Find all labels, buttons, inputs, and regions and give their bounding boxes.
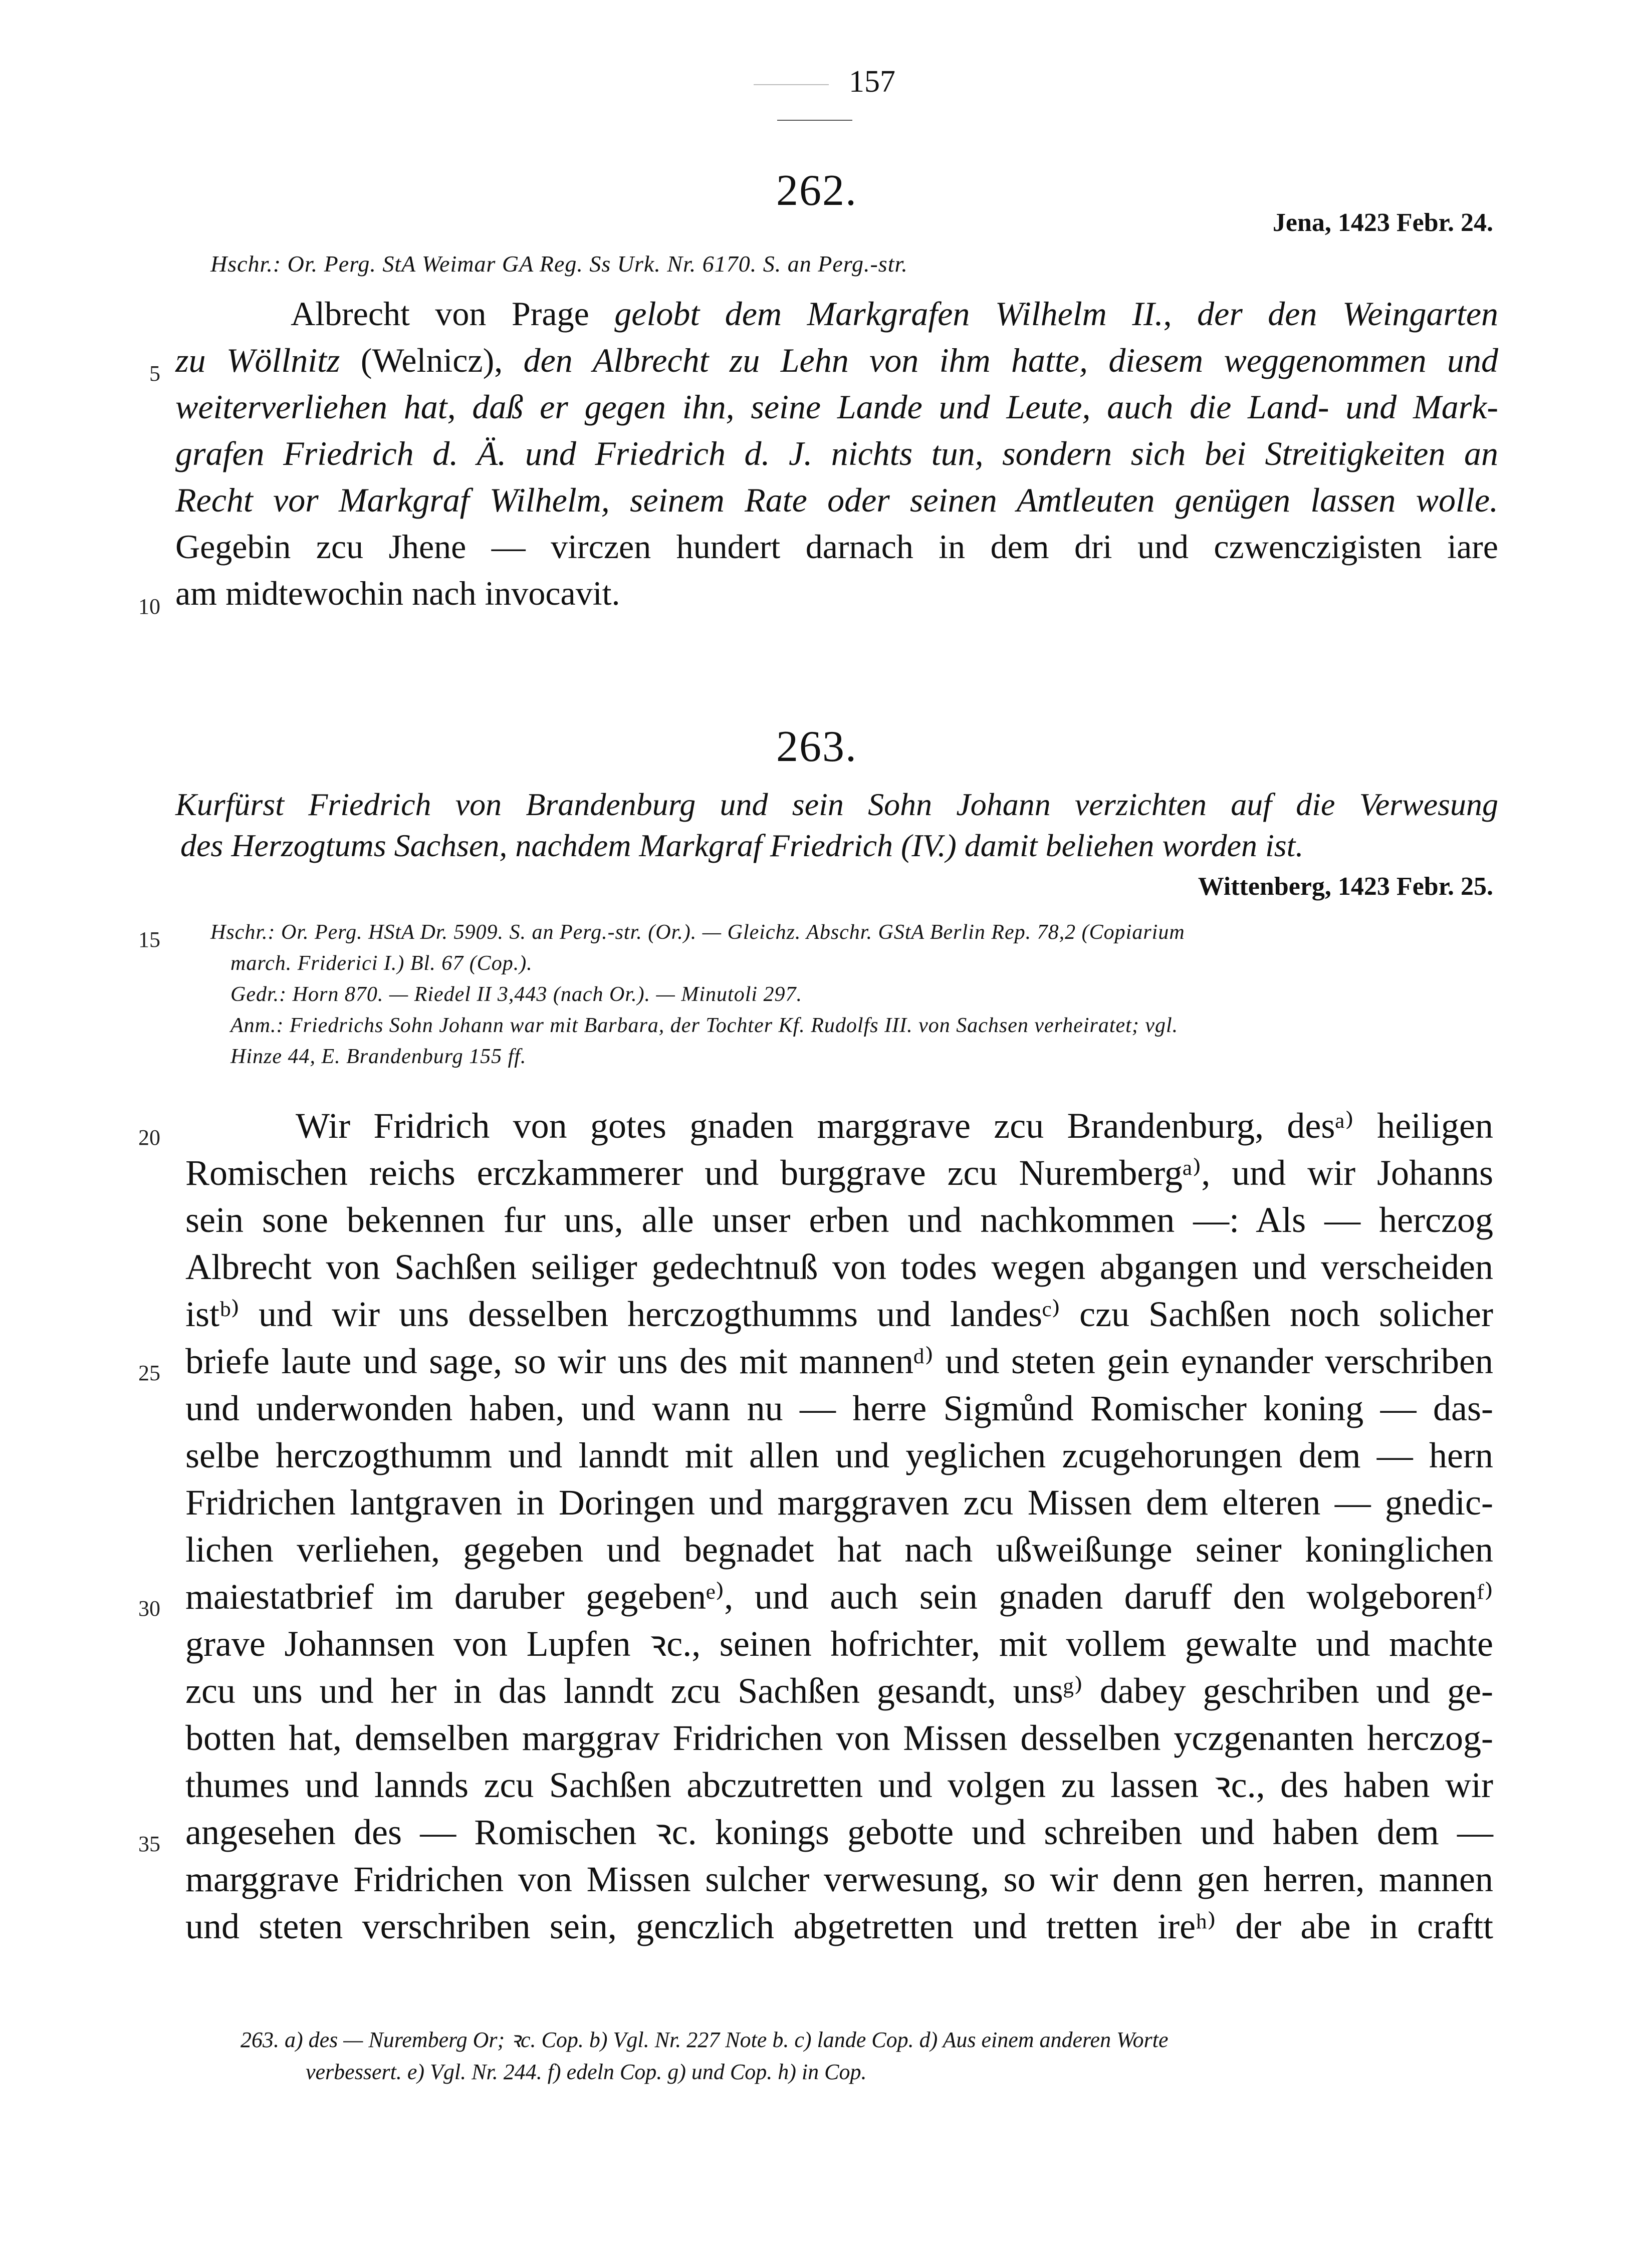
document-number-262: 262.: [776, 166, 857, 215]
text-segment: Recht vor Markgraf Wilhelm, seinem Rate oder seinen Amtleuten genügen lassen wolle.: [175, 481, 1498, 519]
notes-263: [210, 917, 1503, 1072]
text-line: thumes und lannds zcu Sachßen abczutretten und volgen zu lassen ꝛc., des haben wir: [185, 1765, 1493, 1805]
note-line: Hschr.: Or. Perg. HStA Dr. 5909. S. an Perg.-str. (Or.). — Gleichz. Abschr. GStA Berlin Rep. 78,2 (Copiarium: [210, 921, 1185, 944]
text-line: und steten verschriben sein, genczlich abgetretten und tretten ireʰ⁾ der abe in craftt: [185, 1906, 1493, 1946]
source-line-262: Hschr.: Or. Perg. StA Weimar GA Reg. Ss Urk. Nr. 6170. S. an Perg.-str.: [210, 251, 908, 277]
text-segment: den Albrecht zu Lehn von ihm hatte, diesem weggenommen und: [523, 341, 1498, 379]
text-line: [175, 477, 1498, 524]
text-segment: (Welnicz),: [360, 341, 524, 379]
regest-line: des Herzogtums Sachsen, nachdem Markgraf Friedrich (IV.) damit beliehen worden ist.: [180, 828, 1304, 863]
text-line: lichen verliehen, gegeben und begnadet hat nach ußweißunge seiner koninglichen: [185, 1530, 1493, 1570]
text-line: grave Johannsen von Lupfen ꝛc., seinen hofrichter, mit vollem gewalte und machte: [185, 1624, 1493, 1664]
text-segment: grafen Friedrich d. Ä. und Friedrich d. J. nichts tun, sondern sich bei Streitigkeiten an: [175, 434, 1498, 472]
text-segment: Albrecht von Prage: [291, 295, 615, 333]
page-number: [722, 64, 907, 135]
text-line: marggrave Fridrichen von Missen sulcher verwesung, so wir denn gen herren, mannen: [185, 1859, 1493, 1899]
line-number: 25: [138, 1361, 160, 1385]
text-segment: der den Weingarten: [1197, 295, 1499, 333]
line-number: 5: [149, 361, 160, 386]
text-line: botten hat, demselben marggrav Fridrichen von Missen desselben yczgenanten herczog-: [185, 1718, 1493, 1758]
text-segment: am midtewochin nach invocavit.: [175, 574, 620, 612]
header-rule-left: [754, 84, 829, 85]
text-line: Romischen reichs erczkammerer und burggrave zcu Nurembergᵃ⁾, und wir Johanns: [185, 1153, 1493, 1193]
text-line: Wir Fridrich von gotes gnaden marggrave zcu Brandenburg, desᵃ⁾ heiligen: [296, 1106, 1493, 1146]
line-number: 10: [138, 594, 160, 619]
line-number: 20: [138, 1125, 160, 1150]
text-line: [175, 384, 1498, 430]
text-segment: ,: [1163, 295, 1198, 333]
text-line: istᵇ⁾ und wir uns desselben herczogthumms und landesᶜ⁾ czu Sachßen noch solicher: [185, 1294, 1493, 1334]
text-line: sein sone bekennen fur uns, alle unser erben und nachkommen —: Als — herczog: [185, 1200, 1493, 1240]
document-number-263: 263.: [776, 722, 857, 771]
note-line: march. Friderici I.) Bl. 67 (Cop.).: [230, 952, 533, 975]
date-line-262: Jena, 1423 Febr. 24.: [1272, 208, 1493, 237]
regest-263: [175, 784, 1498, 866]
note-line: Anm.: Friedrichs Sohn Johann war mit Barbara, der Tochter Kf. Rudolfs III. von Sachsen verheiratet; vgl.: [230, 1014, 1179, 1037]
text-line: [175, 291, 1498, 337]
text-line: angesehen des — Romischen ꝛc. konings gebotte und schreiben und haben dem —: [185, 1812, 1493, 1852]
line-number: 35: [138, 1832, 160, 1856]
note-line: Hinze 44, E. Brandenburg 155 ff.: [230, 1045, 527, 1068]
text-segment: zu Wöllnitz: [175, 341, 361, 379]
text-line: [175, 430, 1498, 477]
text-line: und underwonden haben, und wann nu — herre Sigmůnd Romischer koning — das-: [185, 1388, 1493, 1428]
text-segment: weiterverliehen hat, daß er gegen ihn, seine Lande und Leute, auch die Land- und Mark-: [175, 388, 1498, 426]
text-line: selbe herczogthumm und lanndt mit allen und yeglichen zcugehorungen dem — hern: [185, 1435, 1493, 1475]
text-segment: gelobt dem Markgrafen Wilhelm II.: [614, 295, 1163, 333]
text-line: maiestatbrief im daruber gegebenᵉ⁾, und auch sein gnaden daruff den wolgeborenᶠ⁾: [185, 1577, 1493, 1617]
footnote-line: 263. a) des — Nuremberg Or; ꝛc. Cop. b) Vgl. Nr. 227 Note b. c) lande Cop. d) Aus einem anderen Worte: [241, 2028, 1169, 2052]
header-rule-right: [777, 120, 852, 121]
text-line: zcu uns und her in das lanndt zcu Sachßen gesandt, unsᵍ⁾ dabey geschriben und ge-: [185, 1671, 1493, 1711]
document-263-text: [185, 1102, 1493, 1950]
footnotes-263: [241, 2024, 1493, 2088]
text-line: [175, 337, 1498, 384]
text-line: Albrecht von Sachßen seiliger gedechtnuß von todes wegen abgangen und verscheiden: [185, 1247, 1493, 1287]
text-segment: Gegebin zcu Jhene — virczen hundert darnach in dem dri und czwenczigisten iare: [175, 528, 1498, 566]
text-line: [175, 524, 1498, 570]
text-line: Fridrichen lantgraven in Doringen und marggraven zcu Missen dem elteren — gnedic-: [185, 1482, 1493, 1523]
text-line: [175, 570, 1498, 617]
regest-line: Kurfürst Friedrich von Brandenburg und sein Sohn Johann verzichten auf die Verwesung: [175, 787, 1498, 822]
line-number: 30: [138, 1596, 160, 1621]
note-line: Gedr.: Horn 870. — Riedel II 3,443 (nach Or.). — Minutoli 297.: [230, 983, 803, 1006]
date-line-263: Wittenberg, 1423 Febr. 25.: [1198, 872, 1493, 901]
document-262-text: [175, 291, 1498, 617]
line-number: 15: [138, 927, 160, 952]
page-number-text: 157: [849, 65, 895, 99]
footnote-line: verbessert. e) Vgl. Nr. 244. f) edeln Cop. g) und Cop. h) in Cop.: [306, 2060, 867, 2084]
text-line: briefe laute und sage, so wir uns des mit mannenᵈ⁾ und steten gein eynander verschriben: [185, 1341, 1493, 1381]
